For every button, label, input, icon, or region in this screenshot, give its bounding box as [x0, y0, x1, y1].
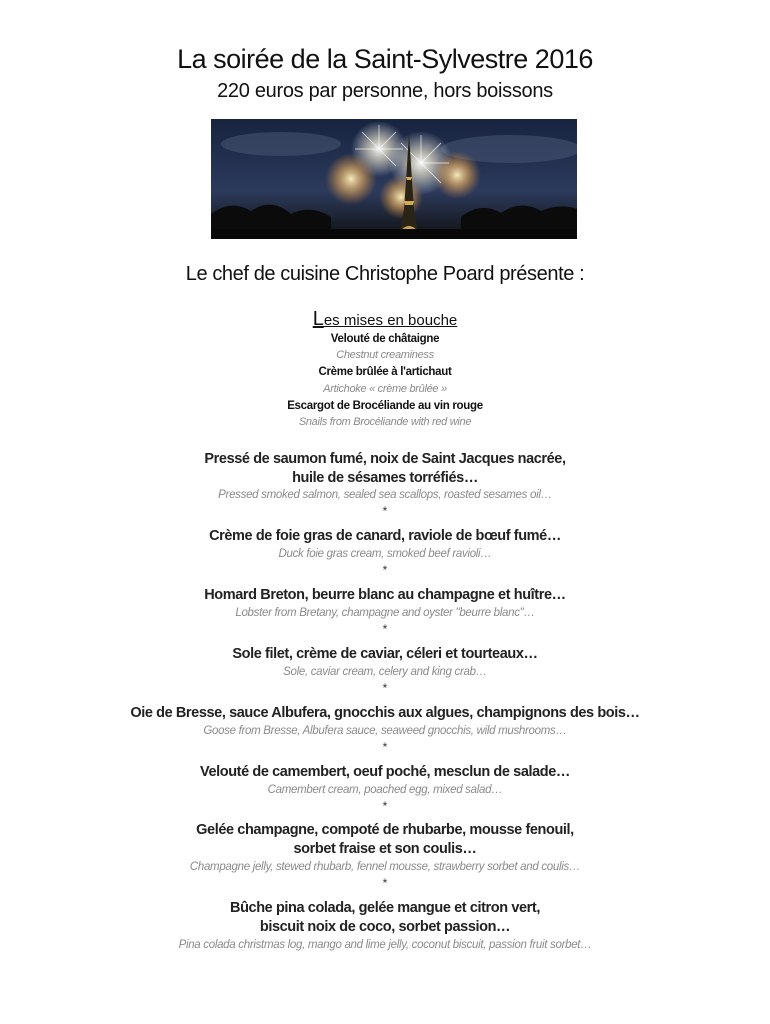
- amuse-item-en: Artichoke « crème brûlée »: [323, 383, 447, 395]
- course-fr-line1: Oie de Bresse, sauce Albufera, gnocchis aux algues, champignons des bois…: [130, 705, 640, 721]
- course-en: Camembert cream, poached egg, mixed salad…: [267, 784, 503, 796]
- course-fr-line2: huile de sésames torréfiés…: [292, 470, 478, 486]
- chef-presentation: Le chef de cuisine Christophe Poard présente :: [185, 263, 585, 285]
- amuse-item-en: Chestnut creaminess: [336, 349, 434, 361]
- amuse-item-en: Snails from Brocéliande with red wine: [298, 416, 472, 428]
- course-en: Lobster from Bretany, champagne and oyster "beurre blanc"…: [235, 607, 535, 619]
- course-en: Champagne jelly, stewed rhubarb, fennel mousse, strawberry sorbet and coulis…: [189, 861, 581, 873]
- course-en: Duck foie gras cream, smoked beef ravioli…: [278, 548, 492, 560]
- course-fr-line1: Pressé de saumon fumé, noix de Saint Jacques nacrée,: [204, 451, 566, 467]
- course-fr-line2: biscuit noix de coco, sorbet passion…: [259, 919, 511, 935]
- course-en: Goose from Bresse, Albufera sauce, seaweed gnocchis, wild mushrooms…: [203, 725, 567, 737]
- course-fr-line1: Crème de foie gras de canard, raviole de bœuf fumé…: [209, 528, 561, 544]
- course-en: Pina colada christmas log, mango and lime jelly, coconut biscuit, passion fruit sorbet…: [178, 939, 592, 951]
- price-subtitle: 220 euros par personne, hors boissons: [217, 80, 553, 102]
- course-fr-line2: sorbet fraise et son coulis…: [293, 841, 477, 857]
- course-fr-line1: Gelée champagne, compoté de rhubarbe, mousse fenouil,: [196, 822, 574, 838]
- course-fr-line1: Velouté de camembert, oeuf poché, mesclun de salade…: [199, 764, 571, 780]
- course-fr-line1: Homard Breton, beurre blanc au champagne et huître…: [204, 587, 566, 603]
- course-en: Sole, caviar cream, celery and king crab…: [283, 666, 487, 678]
- section-heading-amuse: [0, 308, 770, 331]
- course-separator: *: [382, 681, 388, 695]
- heading-rest: es mises en bouche: [323, 312, 458, 329]
- course-en: Pressed smoked salmon, sealed sea scallops, roasted sesames oil…: [218, 489, 552, 501]
- course-separator: *: [382, 799, 388, 813]
- heading-initial: L: [312, 308, 324, 330]
- amuse-item-fr: Velouté de châtaigne: [330, 333, 440, 345]
- course-fr-line1: Bûche pina colada, gelée mangue et citron vert,: [230, 900, 540, 916]
- eiffel-tower-fireworks-photo: [211, 119, 577, 239]
- course-separator: *: [382, 504, 388, 518]
- amuse-item-fr: Escargot de Brocéliande au vin rouge: [287, 400, 483, 412]
- course-separator: *: [382, 740, 388, 754]
- course-separator: *: [382, 876, 388, 890]
- page-title: La soirée de la Saint-Sylvestre 2016: [177, 44, 593, 74]
- course-separator: *: [382, 622, 388, 636]
- amuse-item-fr: Crème brûlée à l'artichaut: [318, 366, 452, 378]
- course-separator: *: [382, 563, 388, 577]
- course-fr-line1: Sole filet, crème de caviar, céleri et tourteaux…: [232, 646, 538, 662]
